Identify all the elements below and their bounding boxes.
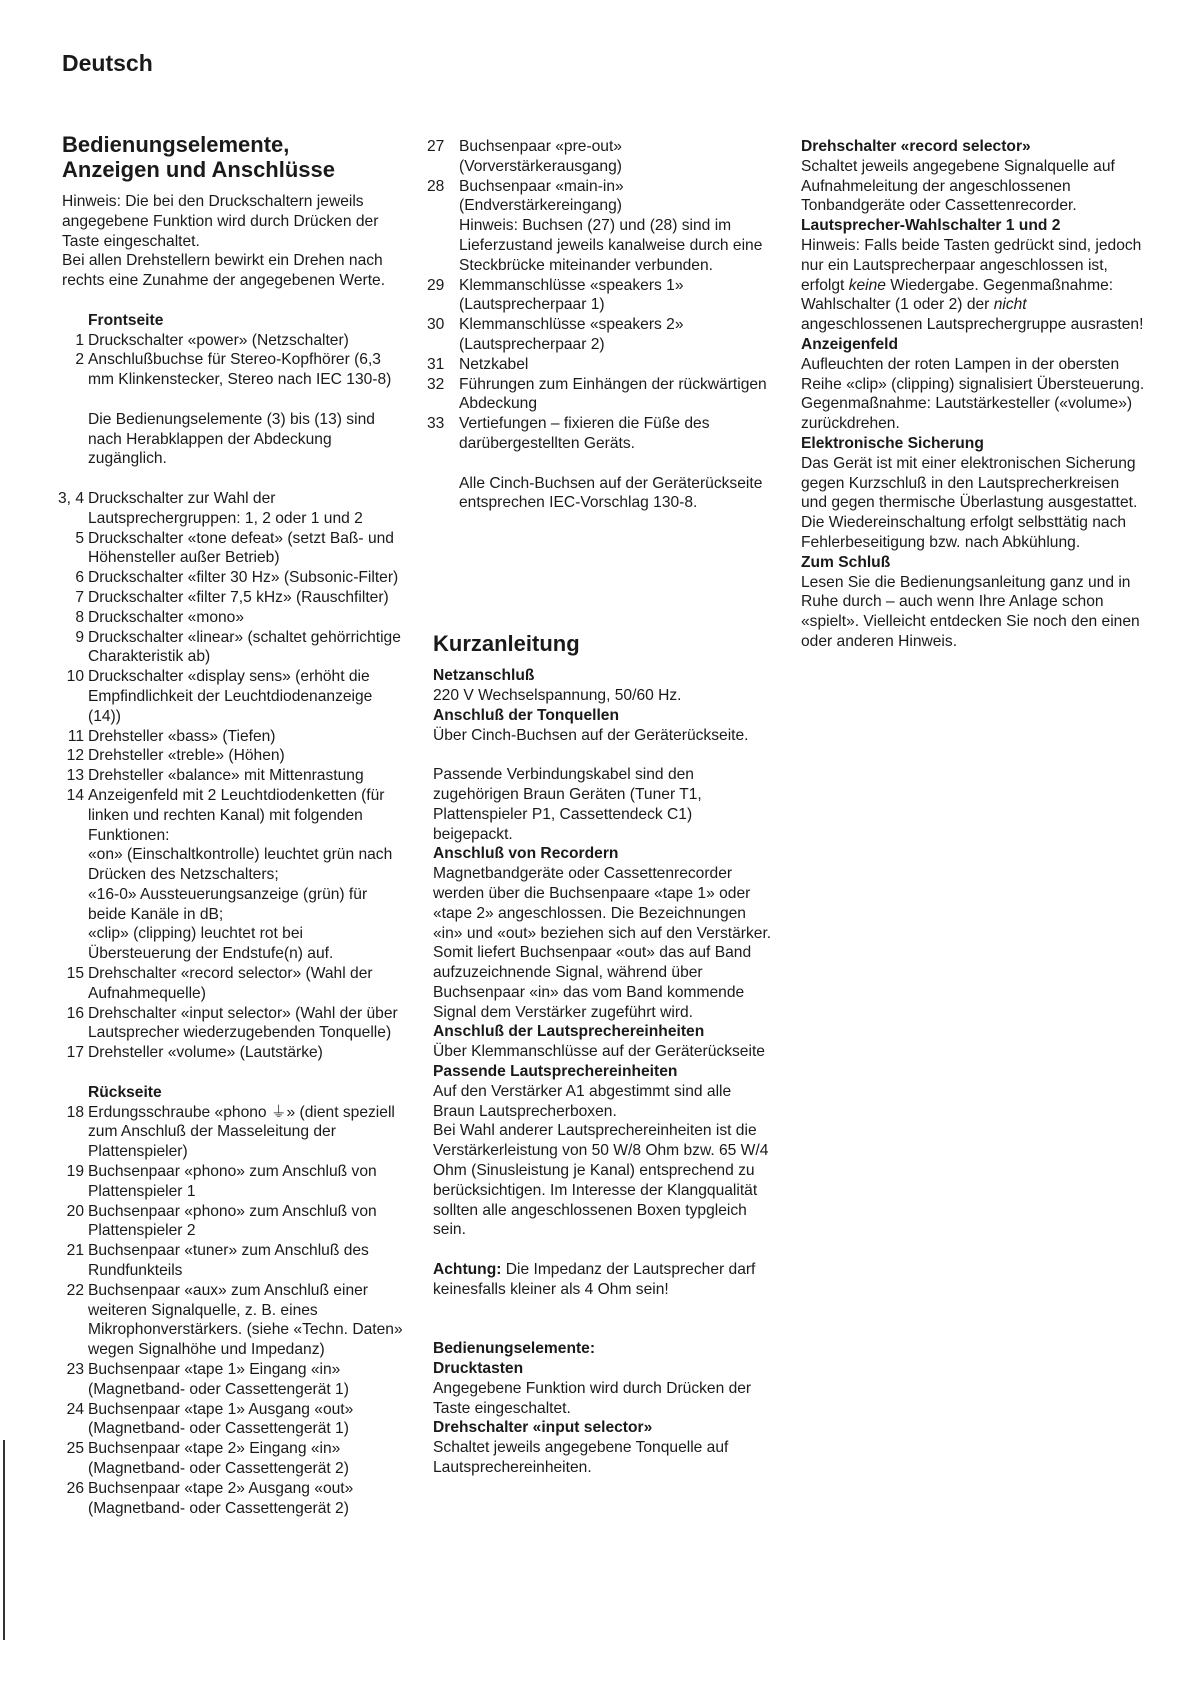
list-item <box>62 1103 407 1162</box>
item-number: 28 <box>427 177 445 195</box>
column-3 <box>801 137 1146 652</box>
wahlschalter-text-a: Hinweis: Falls beide Tasten gedrückt sind, jedoch nur ein Lautsprecherpaar angeschlossen ist, erfolgt <box>801 236 1142 294</box>
title-line-1: Bedienungselemente, <box>62 132 290 157</box>
item-text: Buchsenpaar «tape 1» Ausgang «out» (Magnetband- oder Cassettengerät 1) <box>88 1400 354 1438</box>
lautsprecher-heading: Anschluß der Lautsprechereinheiten <box>433 1023 705 1041</box>
item-text: Buchsenpaar «phono» zum Anschluß von Plattenspieler 1 <box>88 1163 377 1200</box>
front-list-c <box>62 964 407 1063</box>
scan-edge-mark <box>3 1440 5 1640</box>
item-number: 19 <box>66 1163 84 1181</box>
item-number: 1 <box>75 331 84 349</box>
item-text: Druckschalter «display sens» (erhöht die Empfindlichkeit der Leuchtdiodenanzeige (14)) <box>88 668 373 725</box>
title-line-2: Anzeigen und Anschlüsse <box>62 157 336 182</box>
item-text: Druckschalter «filter 30 Hz» (Subsonic-Filter) <box>88 569 399 587</box>
wahlschalter-emphasis: keine <box>848 276 886 294</box>
item-number: 5 <box>75 529 84 547</box>
front-list-a <box>62 331 407 390</box>
intro-note: Hinweis: Die bei den Druckschaltern jeweils angegebene Funktion wird durch Drücken der Taste eingeschaltet. <box>62 193 379 250</box>
anzeigenfeld-text: Aufleuchten der roten Lampen in der obersten Reihe «clip» (clipping) signalisiert Übersteuerung. Gegenmaßnahme: Lautstärkesteller («volume») zurückdrehen. <box>801 355 1145 433</box>
item-14-detail: «clip» (clipping) leuchtet rot bei Übersteuerung der Endstufe(n) auf. <box>88 925 334 963</box>
passende-text-2: Bei Wahl anderer Lautsprechereinheiten ist die Verstärkerleistung von 50 W/8 Ohm bzw. 65 W/4 Ohm (Sinusleistung je Kanal) entsprechend zu berücksichtigen. Im Interesse der Klangqualität sollten alle angeschlossenen Boxen typgleich sein. <box>433 1122 769 1239</box>
list-item <box>427 137 773 177</box>
item-number: 24 <box>66 1400 84 1418</box>
item-text: Erdungsschraube «phono ⏚» (dient speziell zum Anschluß der Masseleitung der Plattenspieler) <box>88 1103 395 1161</box>
item-text: Druckschalter «power» (Netzschalter) <box>88 331 349 349</box>
item-text: Drehsteller «treble» (Höhen) <box>88 747 285 765</box>
list-item <box>62 667 407 726</box>
list-item <box>427 315 773 355</box>
list-item <box>62 786 407 845</box>
item-text: Druckschalter «linear» (schaltet gehörrichtige Charakteristik ab) <box>88 628 401 666</box>
item-text: Führungen zum Einhängen der rückwärtigen Abdeckung <box>459 375 767 413</box>
intro-note-2: Bei allen Drehstellern bewirkt ein Drehen nach rechts eine Zunahme der angegebenen Werte. <box>62 252 386 290</box>
list-item <box>62 628 407 668</box>
list-item <box>62 746 407 766</box>
item-text: Druckschalter «filter 7,5 kHz» (Rauschfilter) <box>88 588 389 606</box>
item-text: Buchsenpaar «tuner» zum Anschluß des Rundfunkteils <box>88 1242 369 1280</box>
achtung-text: Die Impedanz der Lautsprecher darf keinesfalls kleiner als 4 Ohm sein! <box>433 1261 756 1298</box>
sicherung-heading: Elektronische Sicherung <box>801 434 984 452</box>
passende-text-1: Auf den Verstärker A1 abgestimmt sind alle Braun Lautsprecherboxen. <box>433 1082 732 1120</box>
item-number: 31 <box>427 355 445 373</box>
achtung-note <box>433 1260 773 1300</box>
item-text: Klemmanschlüsse «speakers 1» (Lautsprecherpaar 1) <box>459 276 684 314</box>
rear-list <box>62 1103 407 1519</box>
front-heading: Frontseite <box>88 311 164 329</box>
item-number: 7 <box>75 588 84 606</box>
list-item <box>62 1004 407 1044</box>
sicherung-text: Das Gerät ist mit einer elektronischen Sicherung gegen Kurzschluß in den Lautsprecherkreisen und gegen thermische Überlastung ausgestattet. Die Wiedereinschaltung erfolgt selbsttätig nach Fehlerbeseitigung bzw. nach Abkühlung. <box>801 454 1138 551</box>
item-number: 16 <box>66 1004 84 1022</box>
rear-list-continued-a <box>427 137 773 216</box>
drucktasten-heading: Drucktasten <box>433 1360 524 1378</box>
item-number: 30 <box>427 316 445 334</box>
input-selector-text: Schaltet jeweils angegebene Tonquelle auf Lautsprechereinheiten. <box>433 1439 729 1477</box>
item-14-detail: «16-0» Aussteuerungsanzeige (grün) für beide Kanäle in dB; <box>88 885 368 923</box>
item-number: 9 <box>75 628 84 646</box>
rear-list-continued-b <box>427 276 773 454</box>
item-text: Druckschalter zur Wahl der Lautsprechergruppen: 1, 2 oder 1 und 2 <box>88 489 363 527</box>
item-number: 27 <box>427 138 445 155</box>
item-text: Buchsenpaar «aux» zum Anschluß einer weiteren Signalquelle, z. B. eines Mikrophonverstärkers. (siehe «Techn. Daten» wegen Signalhöhe und Impedanz) <box>88 1281 403 1359</box>
item-text: Anschlußbuchse für Stereo-Kopfhörer (6,3 mm Klinkenstecker, Stereo nach IEC 130-8) <box>88 351 392 389</box>
item-number: 22 <box>66 1281 84 1299</box>
bedien-heading: Bedienungselemente: <box>433 1340 596 1358</box>
item-number: 8 <box>75 608 84 626</box>
item-number: 25 <box>66 1440 84 1458</box>
wahlschalter-text-b: Wiedergabe. Gegenmaßnahme: Wahlschalter (1 oder 2) der <box>801 276 1114 314</box>
passende-heading: Passende Lautsprechereinheiten <box>433 1063 678 1081</box>
item-number: 18 <box>66 1103 84 1121</box>
column-2 <box>427 137 773 1478</box>
item-number: 21 <box>66 1242 84 1260</box>
list-item <box>62 1202 407 1242</box>
list-item <box>62 568 407 588</box>
list-item <box>62 1479 407 1519</box>
item-text: Drehschalter «input selector» (Wahl der über Lautsprecher wiederzugebenden Tonquelle) <box>88 1004 398 1042</box>
list-item <box>62 331 407 351</box>
item-text: Druckschalter «mono» <box>88 608 245 626</box>
item-text: Buchsenpaar «tape 1» Eingang «in» (Magnetband- oder Cassettengerät 1) <box>88 1361 349 1398</box>
item-text: Drehschalter «record selector» (Wahl der Aufnahmequelle) <box>88 965 373 1002</box>
front-list-b <box>57 489 407 845</box>
item-text: Drehsteller «balance» mit Mittenrastung <box>88 767 364 785</box>
list-item <box>62 1241 407 1281</box>
item-number: 6 <box>75 569 84 587</box>
netz-text: 220 V Wechselspannung, 50/60 Hz. <box>433 686 682 704</box>
item-number: 3, 4 <box>57 489 84 507</box>
item-number: 13 <box>66 767 84 785</box>
list-item <box>62 1439 407 1479</box>
list-item <box>62 1043 407 1063</box>
item-number: 17 <box>66 1044 84 1062</box>
record-selector-heading: Drehschalter «record selector» <box>801 138 1031 155</box>
drucktasten-text: Angegebene Funktion wird durch Drücken der Taste eingeschaltet. <box>433 1379 752 1417</box>
achtung-label: Achtung: <box>433 1261 502 1279</box>
record-selector-text: Schaltet jeweils angegebene Signalquelle auf Aufnahmeleitung der angeschlossenen Tonbandgeräte oder Cassettenrecorder. <box>801 157 1115 215</box>
anzeigenfeld-heading: Anzeigenfeld <box>801 335 899 353</box>
kurzanleitung-title: Kurzanleitung <box>433 631 580 657</box>
tonquellen-text: Über Cinch-Buchsen auf der Geräterückseite. <box>433 726 749 744</box>
list-item <box>62 766 407 786</box>
recorder-heading: Anschluß von Recordern <box>433 845 619 863</box>
item-number: 14 <box>66 786 84 804</box>
column-1 <box>57 132 407 1518</box>
rear-heading: Rückseite <box>88 1083 162 1101</box>
schluss-heading: Zum Schluß <box>801 553 891 571</box>
item-text: Drehsteller «volume» (Lautstärke) <box>88 1044 323 1062</box>
list-item <box>62 964 407 1004</box>
item-text: Druckschalter «tone defeat» (setzt Baß- und Höhensteller außer Betrieb) <box>88 529 394 567</box>
schluss-text: Lesen Sie die Bedienungsanleitung ganz und in Ruhe durch – auch wenn Ihre Anlage schon «spielt». Vielleicht entdecken Sie noch den einen oder anderen Hinweis. <box>801 573 1140 650</box>
tonquellen-heading: Anschluß der Tonquellen <box>433 706 619 724</box>
list-item <box>427 414 773 454</box>
item-text: Buchsenpaar «main-in» (Endverstärkereingang) <box>459 177 624 215</box>
list-item <box>62 350 407 390</box>
wahlschalter-text-c: angeschlossenen Lautsprechergruppe ausrasten! <box>801 316 1144 334</box>
language-label: Deutsch <box>62 50 153 76</box>
list-item <box>62 1360 407 1400</box>
list-item <box>427 355 773 375</box>
wahlschalter-text <box>801 236 1146 335</box>
list-item <box>62 529 407 569</box>
list-item <box>62 1281 407 1360</box>
item-text: Drehsteller «bass» (Tiefen) <box>88 727 276 745</box>
item-text: Anzeigenfeld mit 2 Leuchtdiodenketten (für linken und rechten Kanal) mit folgenden Funktionen: <box>88 786 385 844</box>
cinch-note: Alle Cinch-Buchsen auf der Geräterückseite entsprechen IEC-Vorschlag 130-8. <box>459 474 763 512</box>
item-14-detail: «on» (Einschaltkontrolle) leuchtet grün nach Drücken des Netzschalters; <box>88 846 393 884</box>
item-text: Buchsenpaar «tape 2» Eingang «in» (Magnetband- oder Cassettengerät 2) <box>88 1440 349 1477</box>
item-number: 29 <box>427 276 445 294</box>
list-item <box>62 1162 407 1202</box>
item-text: Buchsenpaar «pre-out» (Vorverstärkerausgang) <box>459 138 622 175</box>
wahlschalter-heading: Lautsprecher-Wahlschalter 1 und 2 <box>801 217 1061 235</box>
item-14-details <box>62 845 407 964</box>
item-number: 10 <box>66 668 84 686</box>
item-number: 12 <box>66 747 84 765</box>
list-item <box>62 1400 407 1440</box>
input-selector-heading: Drehschalter «input selector» <box>433 1419 653 1437</box>
front-note: Die Bedienungselemente (3) bis (13) sind nach Herabklappen der Abdeckung zugänglich. <box>88 410 375 468</box>
item-number: 23 <box>66 1361 84 1379</box>
item-number: 26 <box>66 1479 84 1497</box>
list-item <box>62 608 407 628</box>
netz-heading: Netzanschluß <box>433 667 535 685</box>
item-number: 33 <box>427 415 445 433</box>
item-28-note: Hinweis: Buchsen (27) und (28) sind im Lieferzustand jeweils kanalweise durch eine Steckbrücke miteinander verbunden. <box>459 217 763 274</box>
kabel-text: Passende Verbindungskabel sind den zugehörigen Braun Geräten (Tuner T1, Plattenspieler P1, Cassettendeck C1) beigepackt. <box>433 766 702 843</box>
item-number: 20 <box>66 1202 84 1220</box>
item-text: Netzkabel <box>459 355 529 373</box>
item-number: 15 <box>66 965 84 983</box>
recorder-text: Magnetbandgeräte oder Cassettenrecorder werden über die Buchsenpaare «tape 1» oder «tape 2» angeschlossen. Die Bezeichnungen «in» und «out» beziehen sich auf den Verstärker. Somit liefert Buchsenpaar «out» das auf Band aufzuzeichnende Signal, während über Buchsenpaar «in» das vom Band kommende Signal dem Verstärker zugeführt wird. <box>433 865 772 1021</box>
item-text: Klemmanschlüsse «speakers 2» (Lautsprecherpaar 2) <box>459 316 684 353</box>
section-title <box>62 132 407 182</box>
wahlschalter-emphasis: nicht <box>993 296 1027 314</box>
list-item <box>62 588 407 608</box>
list-item <box>427 177 773 217</box>
lautsprecher-text: Über Klemmanschlüsse auf der Geräterückseite <box>433 1043 765 1061</box>
list-item <box>57 489 407 529</box>
item-text: Vertiefungen – fixieren die Füße des darübergestellten Geräts. <box>459 415 710 452</box>
item-text: Buchsenpaar «phono» zum Anschluß von Plattenspieler 2 <box>88 1202 377 1240</box>
list-item <box>62 727 407 747</box>
list-item <box>427 375 773 415</box>
list-item <box>427 276 773 316</box>
item-number: 32 <box>427 375 445 393</box>
item-number: 11 <box>67 727 84 745</box>
item-text: Buchsenpaar «tape 2» Ausgang «out» (Magnetband- oder Cassettengerät 2) <box>88 1479 354 1517</box>
item-number: 2 <box>75 351 84 369</box>
